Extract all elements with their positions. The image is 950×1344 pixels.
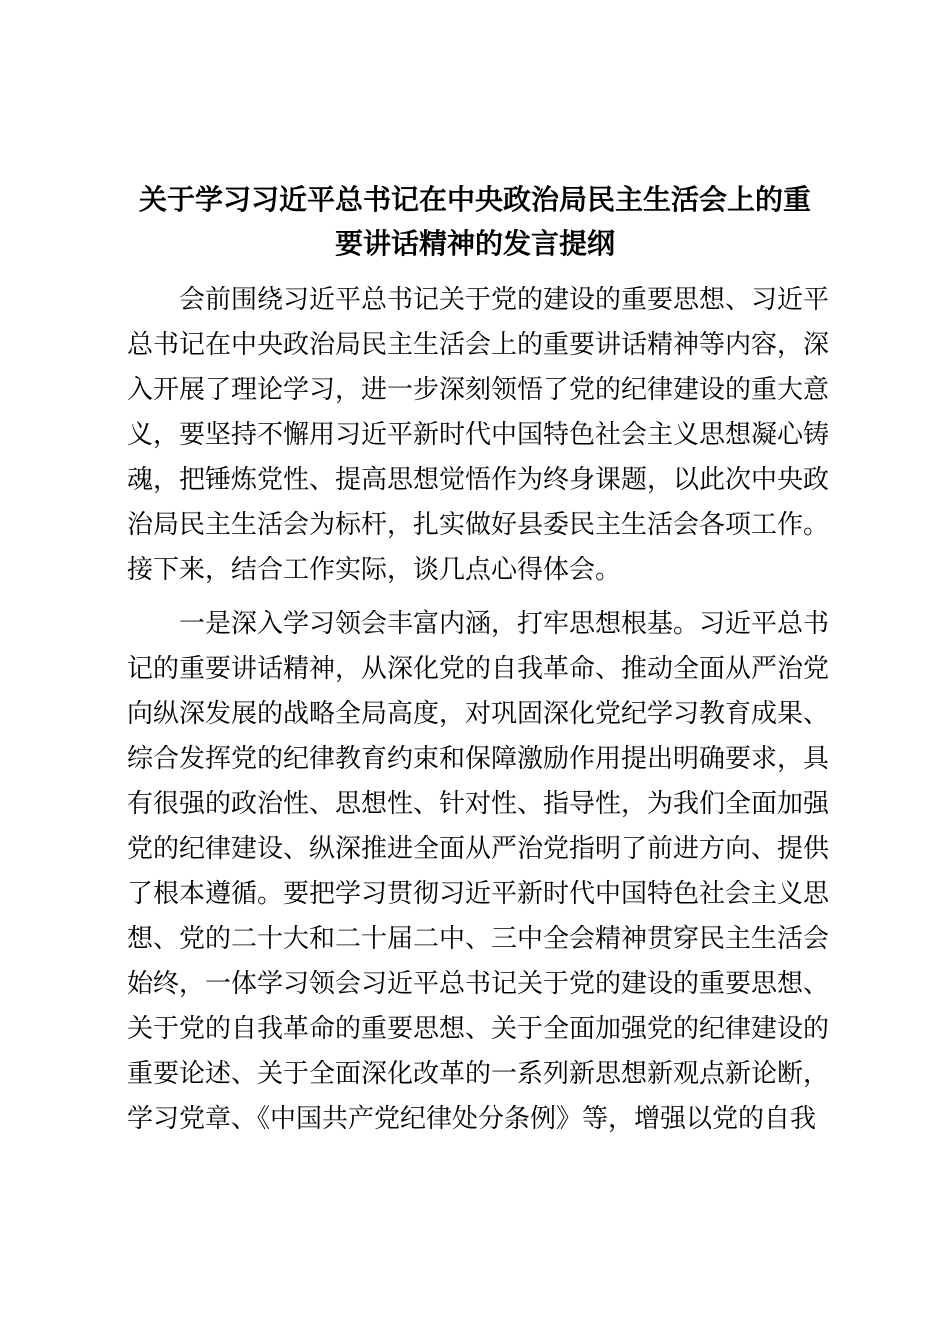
paragraph-line: 入开展了理论学习，进一步深刻领悟了党的纪律建设的重大意 [127,375,830,405]
paragraph-line: 重要论述、关于全面深化改革的一系列新思想新观点新论断， [127,1059,830,1089]
paragraph-line: 有很强的政治性、思想性、针对性、指导性，为我们全面加强 [127,789,830,819]
paragraph-1 [127,278,830,593]
paragraph-2 [127,602,830,1142]
paragraph-line: 了根本遵循。要把学习贯彻习近平新时代中国特色社会主义思 [127,879,830,909]
document-title [110,178,840,266]
paragraph-line: 义，要坚持不懈用习近平新时代中国特色社会主义思想凝心铸 [127,420,830,450]
paragraph-line: 始终，一体学习领会习近平总书记关于党的建设的重要思想、 [127,969,830,999]
paragraph-line: 向纵深发展的战略全局高度，对巩固深化党纪学习教育成果、 [127,699,830,729]
paragraph-line: 一是深入学习领会丰富内涵，打牢思想根基。习近平总书 [179,609,830,639]
paragraph-line: 接下来，结合工作实际，谈几点心得体会。 [127,555,622,585]
paragraph-line: 会前围绕习近平总书记关于党的建设的重要思想、习近平 [179,285,830,315]
paragraph-line: 想、党的二十大和二十届二中、三中全会精神贯穿民主生活会 [127,924,830,954]
paragraph-line: 学习党章、《中国共产党纪律处分条例》等，增强以党的自我 [127,1104,817,1134]
paragraph-spacing [127,593,827,602]
paragraph-line: 治局民主生活会为标杆，扎实做好县委民主生活会各项工作。 [127,510,830,540]
paragraph-line: 记的重要讲话精神，从深化党的自我革命、推动全面从严治党 [127,654,830,684]
title-line-2: 要讲话精神的发言提纲 [334,227,615,260]
paragraph-line: 党的纪律建设、纵深推进全面从严治党指明了前进方向、提供 [127,834,830,864]
document-body [127,278,830,1142]
paragraph-line: 关于党的自我革命的重要思想、关于全面加强党的纪律建设的 [127,1014,830,1044]
paragraph-line: 魂，把锤炼党性、提高思想觉悟作为终身课题，以此次中央政 [127,465,830,495]
paragraph-line: 综合发挥党的纪律教育约束和保障激励作用提出明确要求，具 [127,744,830,774]
title-line-1: 关于学习习近平总书记在中央政治局民主生活会上的重 [138,183,811,216]
paragraph-line: 总书记在中央政治局民主生活会上的重要讲话精神等内容，深 [127,330,830,360]
